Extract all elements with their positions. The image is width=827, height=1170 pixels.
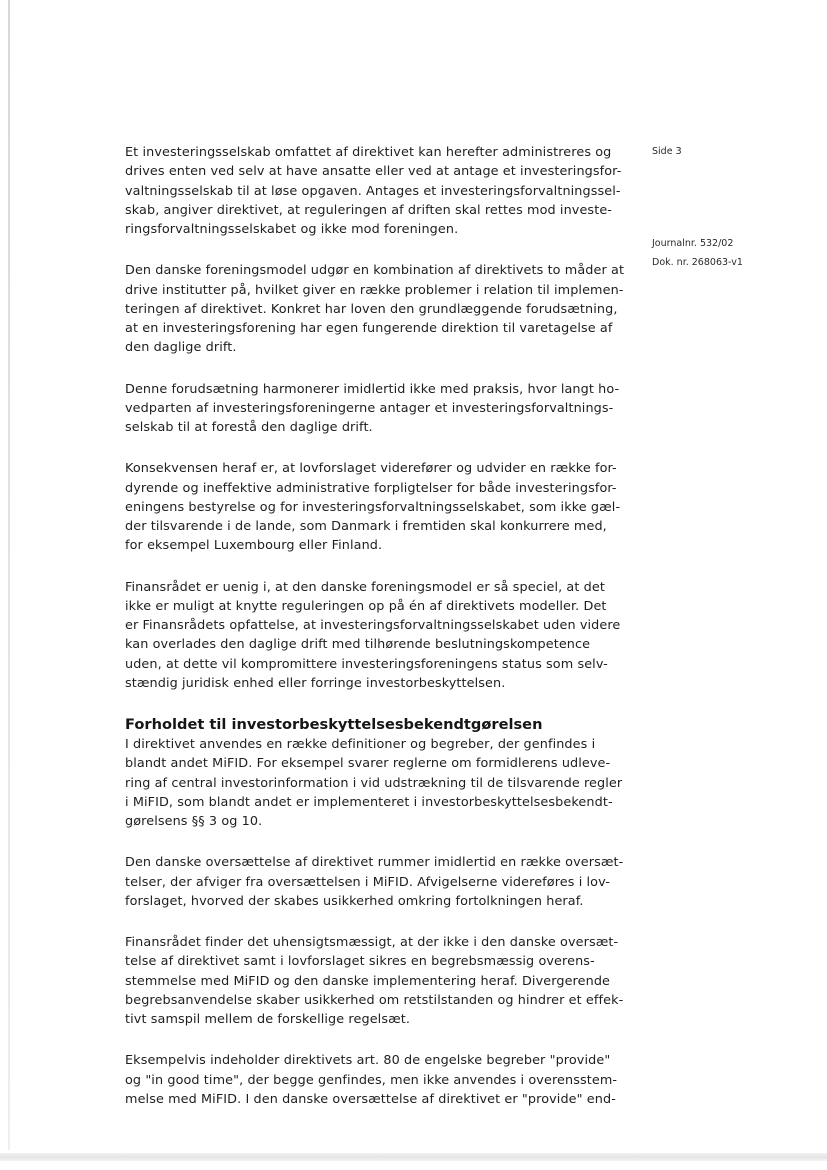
text-line: blandt andet MiFID. For eksempel svarer reglerne om formidlerens udleve- (125, 756, 611, 772)
text-line: forslaget, hvorved der skabes usikkerhed omkring fortolkningen heraf. (125, 893, 584, 909)
text-line: at en investeringsforening har egen fungerende direktion til varetagelse af (125, 321, 613, 336)
text-line: for eksempel Luxembourg eller Finland. (125, 538, 383, 554)
paragraphs-after-heading (125, 735, 624, 1109)
text-line: teringen af direktivet. Konkret har loven den grundlæggende forudsætning, (125, 301, 618, 317)
text-line: telse af direktivet samt i lovforslaget sikres en begrebsmæssig overens- (125, 954, 595, 970)
text-line: ring af central investorinformation i vid udstrækning til de tilsvarende regler (125, 775, 623, 791)
text-line: der tilsvarende i de lande, som Danmark i fremtiden skal konkurrere med, (125, 519, 607, 534)
text-line: drives enten ved selv at have ansatte eller ved at antage et investeringsfor- (125, 164, 622, 180)
text-line: og "in good time", der begge genfindes, men ikke anvendes i overensstem- (125, 1072, 618, 1088)
text-line: telser, der afviger fra oversættelsen i MiFID. Afvigelserne videreføres i lov- (125, 874, 611, 890)
text-line: melse med MiFID. I den danske oversættelse af direktivet er "provide" end- (125, 1091, 616, 1107)
text-line: Den danske oversættelse af direktivet rummer imidlertid en række oversæt- (125, 855, 624, 871)
paragraph (125, 459, 621, 555)
scan-edge (8, 0, 10, 1150)
paragraph (125, 1051, 618, 1109)
paragraph (125, 578, 621, 694)
text-line: Konsekvensen heraf er, at lovforslaget viderefører og udvider en række for- (125, 461, 617, 477)
paragraph (125, 933, 624, 1029)
text-line: kan overlades den daglige drift med tilhørende beslutningskompetence (125, 637, 591, 653)
text-line: Finansrådet er uenig i, at den danske foreningsmodel er så speciel, at det (125, 579, 605, 595)
paragraph (125, 143, 622, 239)
text-line: vedparten af investeringsforeningerne antager et investeringsforvaltnings- (125, 400, 614, 416)
text-line: den daglige drift. (125, 340, 237, 356)
text-line: stændig juridisk enhed eller forringe investorbeskyttelsen. (125, 675, 506, 691)
text-line: tivt samspil mellem de forskellige regelsæt. (125, 1012, 411, 1027)
text-line: ringsforvaltningsselskabet og ikke mod foreningen. (125, 222, 459, 237)
letter-body (125, 143, 625, 1131)
section-heading: Forholdet til investorbeskyttelsesbekendtgørelsen (125, 716, 543, 733)
document-number: Dok. nr. 268063-v1 (652, 257, 743, 268)
text-line: eningens bestyrelse og for investeringsforvaltningsselskabet, som ikke gæl- (125, 499, 621, 515)
paragraph (125, 261, 625, 357)
text-line: valtningsselskab til at løse opgaven. Antages et investeringsforvaltningssel- (125, 183, 621, 199)
text-line: begrebsanvendelse skaber usikkerhed om retstilstanden og hindrer et effek- (125, 992, 624, 1008)
paragraphs-before-heading (125, 143, 625, 693)
text-line: Finansrådet finder det uhensigtsmæssigt, at der ikke i den danske oversæt- (125, 935, 619, 950)
text-line: drive institutter på, hvilket giver en række problemer i relation til implemen- (125, 282, 624, 298)
text-line: Et investeringsselskab omfattet af direktivet kan herefter administreres og (125, 145, 612, 160)
text-line: Den danske foreningsmodel udgør en kombination af direktivets to måder at (125, 263, 625, 279)
text-line: stemmelse med MiFID og den danske implementering heraf. Divergerende (125, 973, 611, 989)
text-line: dyrende og ineffektive administrative forpligtelser for både investeringsfor- (125, 480, 617, 496)
text-line: Denne forudsætning harmonerer imidlertid ikke med praksis, hvor langt ho- (125, 381, 620, 397)
text-line: uden, at dette vil kompromittere investeringsforeningens status som selv- (125, 656, 608, 672)
document-meta (652, 234, 812, 272)
paragraph (125, 853, 624, 911)
text-line: gørelsens §§ 3 og 10. (125, 814, 263, 829)
scan-bottom-band (0, 1153, 827, 1161)
journal-number: Journalnr. 532/02 (652, 238, 734, 249)
text-line: ikke er muligt at knytte reguleringen op på én af direktivets modeller. Det (125, 598, 607, 614)
page-label: Side 3 (652, 146, 682, 157)
text-line: skab, angiver direktivet, at reguleringen af driften skal rettes mod investe- (125, 202, 613, 218)
paragraph (125, 380, 620, 438)
text-line: er Finansrådets opfattelse, at investeringsforvaltningsselskabet uden videre (125, 618, 621, 633)
page-number (652, 142, 812, 161)
text-line: selskab til at forestå den daglige drift. (125, 420, 373, 435)
text-line: i MiFID, som blandt andet er implementeret i investorbeskyttelsesbekendt- (125, 794, 613, 810)
text-line: I direktivet anvendes en række definitioner og begreber, der genfindes i (125, 737, 596, 752)
paragraph (125, 735, 623, 831)
text-line: Eksempelvis indeholder direktivets art. 80 de engelske begreber "provide" (125, 1053, 611, 1069)
